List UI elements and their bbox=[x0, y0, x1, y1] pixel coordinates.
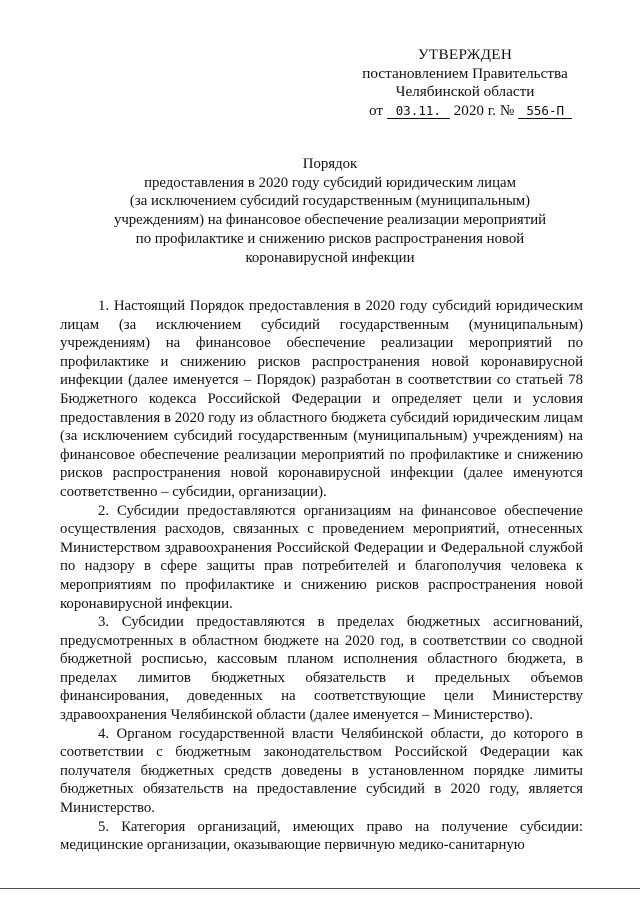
approval-block bbox=[330, 46, 600, 120]
approval-date-line bbox=[369, 102, 600, 121]
title-line: предоставления в 2020 году субсидий юридическим лицам bbox=[144, 174, 516, 191]
title-line: по профилактике и снижению рисков распространения новой bbox=[135, 230, 525, 247]
title-heading: Порядок bbox=[302, 156, 358, 172]
title-line: коронавирусной инфекции bbox=[245, 249, 415, 266]
paragraph-1: 1. Настоящий Порядок предоставления в 2020 году субсидий юридическим лицам (за исключением субсидий государственным (муниципальным) учреждениям) на финансовое обеспечение реализации мероприятий по профилактике и снижению рисков распространения новой коронавирусной инфекции (далее именуется – Порядок) разработан в соответствии со статьей 78 Бюджетного кодекса Российской Федерации и определяет цели и условия предоставления в 2020 году из областного бюджета субсидий юридическим лицам (за исключением субсидий государственным (муниципальным) учреждениям) на финансовое обеспечение реализации мероприятий по профилактике и снижению рисков распространения новой коронавирусной инфекции (далее именуются соответственно – субсидии, организации). bbox=[60, 298, 583, 500]
approval-line-resolution: постановлением Правительства bbox=[362, 64, 568, 82]
approval-heading: УТВЕРЖДЕН bbox=[417, 46, 513, 63]
approval-line-region: Челябинской области bbox=[395, 83, 535, 100]
paragraph-3: 3. Субсидии предоставляются в пределах бюджетных ассигнований, предусмотренных в областном бюджете на 2020 год, в соответствии со сводной бюджетной росписью, кассовым планом исполнения областного бюджета, в пределах лимитов бюджетных обязательств и предельных объемов финансирования, доведенных на соответствующие цели Министерству здравоохранения Челябинской области (далее именуется – Министерство). bbox=[60, 614, 583, 724]
approval-date-prefix: от bbox=[369, 101, 384, 119]
approval-number-handwritten: 556-П bbox=[518, 104, 572, 119]
approval-date-handwritten: 03.11. bbox=[387, 104, 450, 119]
document-body bbox=[60, 297, 583, 855]
title-line: учреждениям) на финансовое обеспечение реализации мероприятий bbox=[113, 212, 547, 229]
page-bottom-divider bbox=[0, 888, 640, 889]
paragraph-2: 2. Субсидии предоставляются организациям на финансовое обеспечение осуществления расходов, связанных с проведением мероприятий, отнесенных Министерством здравоохранения Российской Федерации и Федеральной службой по надзору в сфере защиты прав потребителей и благополучия человека к мероприятиям по профилактике и снижению рисков распространения новой коронавирусной инфекции. bbox=[60, 502, 583, 612]
approval-year-text: 2020 г. № bbox=[453, 101, 515, 119]
paragraph-4: 4. Органом государственной власти Челябинской области, до которого в соответствии с бюджетным законодательством Российской Федерации как получателя бюджетных средств доведены в установленном порядке лимиты бюджетных обязательств на предоставление субсидий в 2020 году, является Министерство. bbox=[60, 725, 583, 817]
title-line: (за исключением субсидий государственным (муниципальным) bbox=[129, 193, 531, 210]
document-title bbox=[60, 155, 600, 267]
paragraph-5: 5. Категория организаций, имеющих право на получение субсидии: медицинские организации, оказывающие первичную медико-санитарную bbox=[60, 818, 583, 854]
